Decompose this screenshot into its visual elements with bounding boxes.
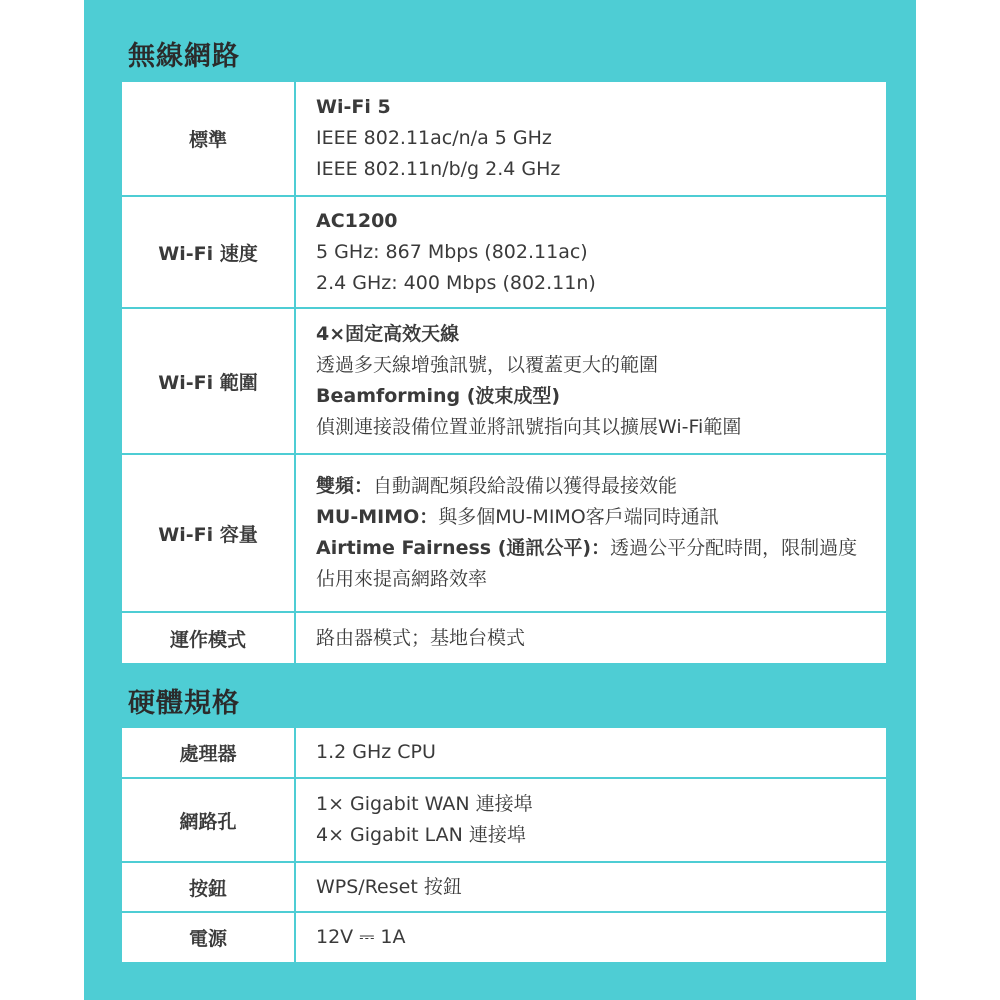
spec-value-text: 雙頻： — [316, 475, 374, 497]
spec-value-line — [316, 319, 886, 350]
spec-label: 運作模式 — [122, 612, 295, 663]
spec-value-line — [316, 268, 886, 299]
spec-value-line — [316, 92, 886, 123]
spec-value-text: Airtime Fairness (通訊公平)： — [316, 537, 611, 559]
spec-label: 網路孔 — [122, 778, 295, 862]
spec-row — [122, 308, 886, 454]
spec-value-line — [316, 350, 886, 381]
spec-value — [295, 308, 886, 454]
spec-value-text: WPS/Reset 按鈕 — [316, 875, 462, 898]
spec-row — [122, 454, 886, 612]
spec-value-line — [316, 922, 886, 953]
spec-value-line — [316, 471, 886, 502]
spec-value-text: 偵測連接設備位置並將訊號指向其以擴展Wi-Fi範圍 — [316, 416, 742, 438]
spec-value — [295, 862, 886, 912]
spec-value-text: 透過多天線增強訊號，以覆蓋更大的範圍 — [316, 354, 659, 376]
spec-value-line — [316, 381, 886, 412]
spec-value-text: 路由器模式；基地台模式 — [316, 626, 526, 649]
spec-row — [122, 912, 886, 962]
spec-value-line — [316, 412, 886, 443]
spec-value-text: 1× Gigabit WAN 連接埠 — [316, 793, 533, 815]
spec-value-text: IEEE 802.11ac/n/a 5 GHz — [316, 127, 552, 149]
section-title-wireless: 無線網路 — [128, 41, 240, 72]
spec-value-text: 1.2 GHz CPU — [316, 741, 436, 763]
spec-value-line — [316, 123, 886, 154]
spec-value — [295, 454, 886, 612]
spec-row — [122, 728, 886, 778]
spec-label: 電源 — [122, 912, 295, 962]
spec-value-text: 12V ⎓ 1A — [316, 926, 406, 948]
spec-value — [295, 728, 886, 778]
spec-value-line — [316, 789, 886, 820]
spec-row — [122, 196, 886, 308]
spec-label: 標準 — [122, 82, 295, 196]
spec-label: Wi-Fi 範圍 — [122, 308, 295, 454]
spec-value-line — [316, 533, 886, 595]
spec-value-line — [316, 237, 886, 268]
spec-row — [122, 612, 886, 663]
spec-value-text: MU-MIMO： — [316, 506, 439, 528]
spec-label: Wi-Fi 速度 — [122, 196, 295, 308]
spec-value — [295, 778, 886, 862]
spec-value-text: 2.4 GHz: 400 Mbps (802.11n) — [316, 271, 596, 294]
spec-row — [122, 778, 886, 862]
spec-value-text: 4× Gigabit LAN 連接埠 — [316, 824, 526, 846]
spec-value-text: IEEE 802.11n/b/g 2.4 GHz — [316, 158, 561, 180]
hardware-spec-table — [122, 728, 886, 962]
spec-row — [122, 862, 886, 912]
spec-value-detail: 與多個MU-MIMO客戶端同時通訊 — [438, 506, 719, 528]
section-title-hardware: 硬體規格 — [128, 688, 240, 719]
spec-value-line — [316, 623, 886, 654]
spec-value-line — [316, 154, 886, 185]
spec-label: 處理器 — [122, 728, 295, 778]
spec-value-detail: 透過公平分配時間，限制過度佔用來提高網路效率 — [316, 537, 858, 590]
spec-value-line — [316, 872, 886, 903]
spec-value-line — [316, 502, 886, 533]
spec-value-line — [316, 820, 886, 851]
spec-value — [295, 612, 886, 663]
spec-row — [122, 82, 886, 196]
spec-value — [295, 912, 886, 962]
spec-value-text: AC1200 — [316, 209, 398, 232]
spec-value-text: Beamforming (波束成型) — [316, 385, 561, 407]
spec-value-line — [316, 206, 886, 237]
spec-value-detail: 自動調配頻段給設備以獲得最接效能 — [373, 475, 678, 497]
spec-value — [295, 82, 886, 196]
spec-value — [295, 196, 886, 308]
spec-value-text: 5 GHz: 867 Mbps (802.11ac) — [316, 240, 588, 263]
spec-label: Wi-Fi 容量 — [122, 454, 295, 612]
spec-value-text: Wi-Fi 5 — [316, 96, 391, 118]
spec-value-text: 4×固定高效天線 — [316, 323, 460, 345]
spec-value-line — [316, 737, 886, 768]
spec-label: 按鈕 — [122, 862, 295, 912]
wireless-spec-table — [122, 82, 886, 663]
